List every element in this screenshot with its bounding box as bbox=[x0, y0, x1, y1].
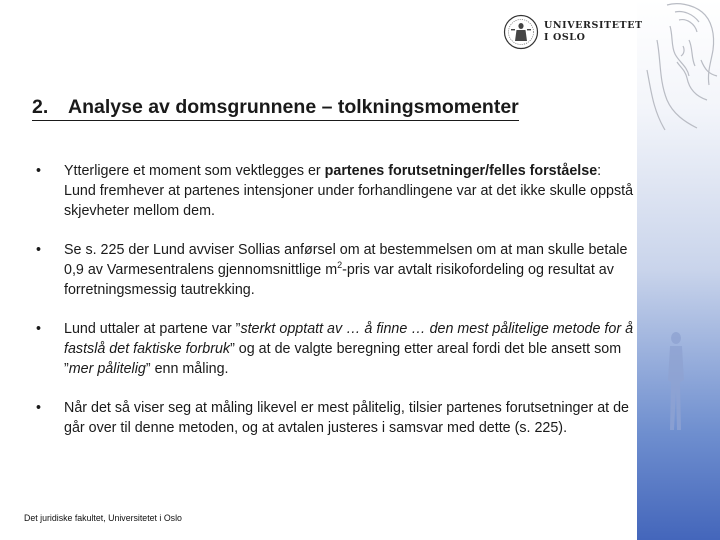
bullet-text-part: Ytterligere et moment som vektlegges er bbox=[64, 163, 325, 179]
standing-figure-icon bbox=[662, 330, 692, 440]
footer-text: Det juridiske fakultet, Universitetet i Oslo bbox=[24, 513, 182, 523]
bullet-text-part: : Lund fremhever at partenes intensjoner under forhandlingene var at det ikke skulle oppstå skjevheter mellom dem. bbox=[64, 163, 634, 219]
bullet-item-3 bbox=[36, 319, 636, 379]
bullet-text bbox=[64, 319, 636, 379]
bullet-marker: • bbox=[36, 163, 42, 179]
bullet-italic-text: mer pålitelig bbox=[68, 361, 146, 377]
bullet-bold-text: partenes forutsetninger/felles forståelse bbox=[324, 163, 598, 179]
bullet-item-2 bbox=[36, 240, 636, 300]
bullet-text bbox=[64, 398, 636, 438]
bullet-text-part: ” og at de valgte beregning etter areal fordi det ble ansett som ” bbox=[64, 341, 622, 377]
slide-number: 2. bbox=[32, 96, 49, 118]
statue-icon bbox=[637, 0, 720, 160]
university-name-line2: I OSLO bbox=[544, 31, 586, 43]
bullet-item-1 bbox=[36, 161, 636, 221]
bullet-text bbox=[64, 161, 636, 221]
bullet-text-part: -pris var avtalt risikofordeling og resultat av forretningsmessig tautrekking. bbox=[64, 262, 614, 298]
bullet-superscript: 2 bbox=[337, 260, 343, 271]
bullet-text-part: Lund uttaler at partene var ” bbox=[64, 321, 241, 337]
bullet-italic-text: sterkt opptatt av … å finne … den mest pålitelige metode for å fastslå det faktiske forbruk bbox=[64, 321, 634, 357]
bullet-text-part: Når det så viser seg at måling likevel er mest pålitelig, tilsier partenes forutsetninger at de går over til denne metoden, og at avtalen justeres i samsvar med dette (s. 225). bbox=[64, 400, 629, 436]
bullet-marker: • bbox=[36, 400, 42, 416]
slide-title-text: Analyse av domsgrunnene – tolkningsmomenter bbox=[68, 96, 519, 118]
bullet-text-part: Se s. 225 der Lund avviser Sollias anførsel om at bestemmelsen om at man skulle betale 0,9 av Varmesentralens gjennomsnittlige m bbox=[64, 242, 628, 278]
bullet-marker: • bbox=[36, 242, 42, 258]
bullet-text-part: ” enn måling. bbox=[145, 361, 229, 377]
university-name-line1: UNIVERSITETET bbox=[544, 20, 643, 31]
bullet-item-4 bbox=[36, 398, 636, 438]
bullet-text bbox=[64, 240, 636, 300]
bullet-marker: • bbox=[36, 321, 42, 337]
